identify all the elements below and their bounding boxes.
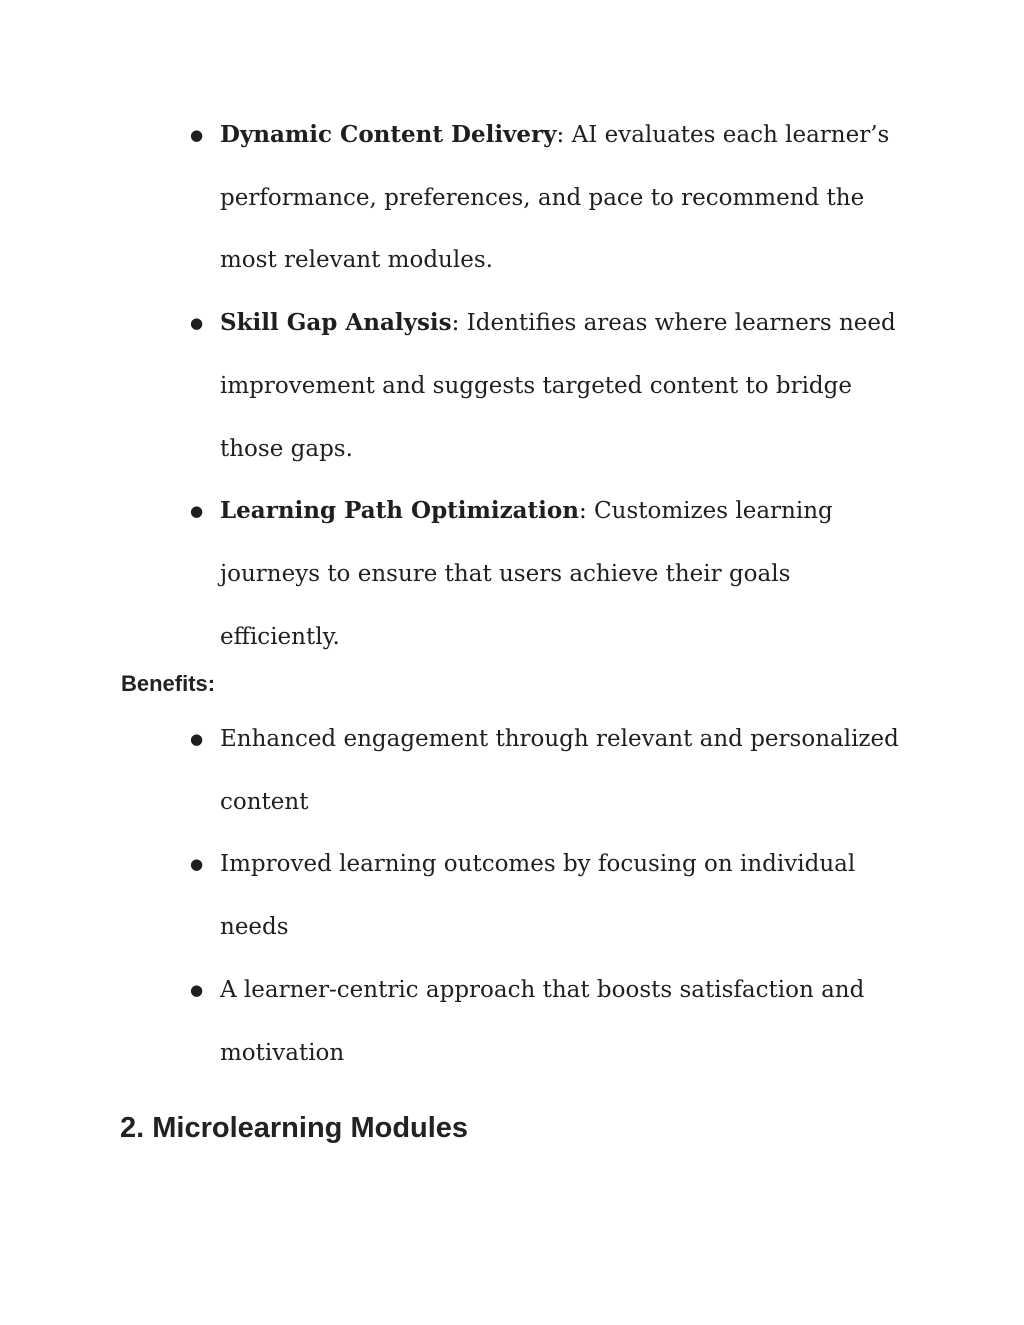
section-title: 2. Microlearning Modules bbox=[120, 1112, 469, 1144]
list-item bbox=[190, 708, 910, 833]
benefit-text: Enhanced engagement through relevant and personalized content bbox=[220, 726, 899, 815]
benefits-heading: Benefits: bbox=[121, 671, 216, 696]
list-item bbox=[190, 959, 910, 1084]
list-item bbox=[190, 104, 910, 292]
bullet-icon: ● bbox=[190, 730, 204, 748]
list-item bbox=[190, 480, 910, 668]
bullet-icon: ● bbox=[190, 855, 204, 874]
bullet-icon: ● bbox=[190, 980, 204, 999]
feature-description: : Identifies areas where learners need improvement and suggests targeted content to bridge those gaps. bbox=[220, 310, 896, 462]
feature-description: : AI evaluates each learner’s performance, preferences, and pace to recommend the most relevant modules. bbox=[220, 122, 890, 274]
bullet-icon: ● bbox=[190, 126, 204, 144]
benefit-text: Improved learning outcomes by focusing on individual needs bbox=[220, 851, 856, 941]
benefit-text: A learner-centric approach that boosts satisfaction and motivation bbox=[220, 976, 865, 1066]
bullet-icon: ● bbox=[190, 314, 204, 333]
feature-title: Learning Path Optimization bbox=[220, 497, 579, 525]
bullet-icon: ● bbox=[190, 502, 204, 521]
list-item bbox=[190, 292, 910, 480]
benefits-list bbox=[190, 708, 910, 1084]
feature-title: Skill Gap Analysis bbox=[220, 309, 452, 337]
feature-title: Dynamic Content Delivery bbox=[220, 121, 557, 148]
feature-description: : Customizes learning journeys to ensure that users achieve their goals efficiently. bbox=[220, 498, 833, 650]
feature-list bbox=[190, 104, 910, 668]
list-item bbox=[190, 833, 910, 958]
